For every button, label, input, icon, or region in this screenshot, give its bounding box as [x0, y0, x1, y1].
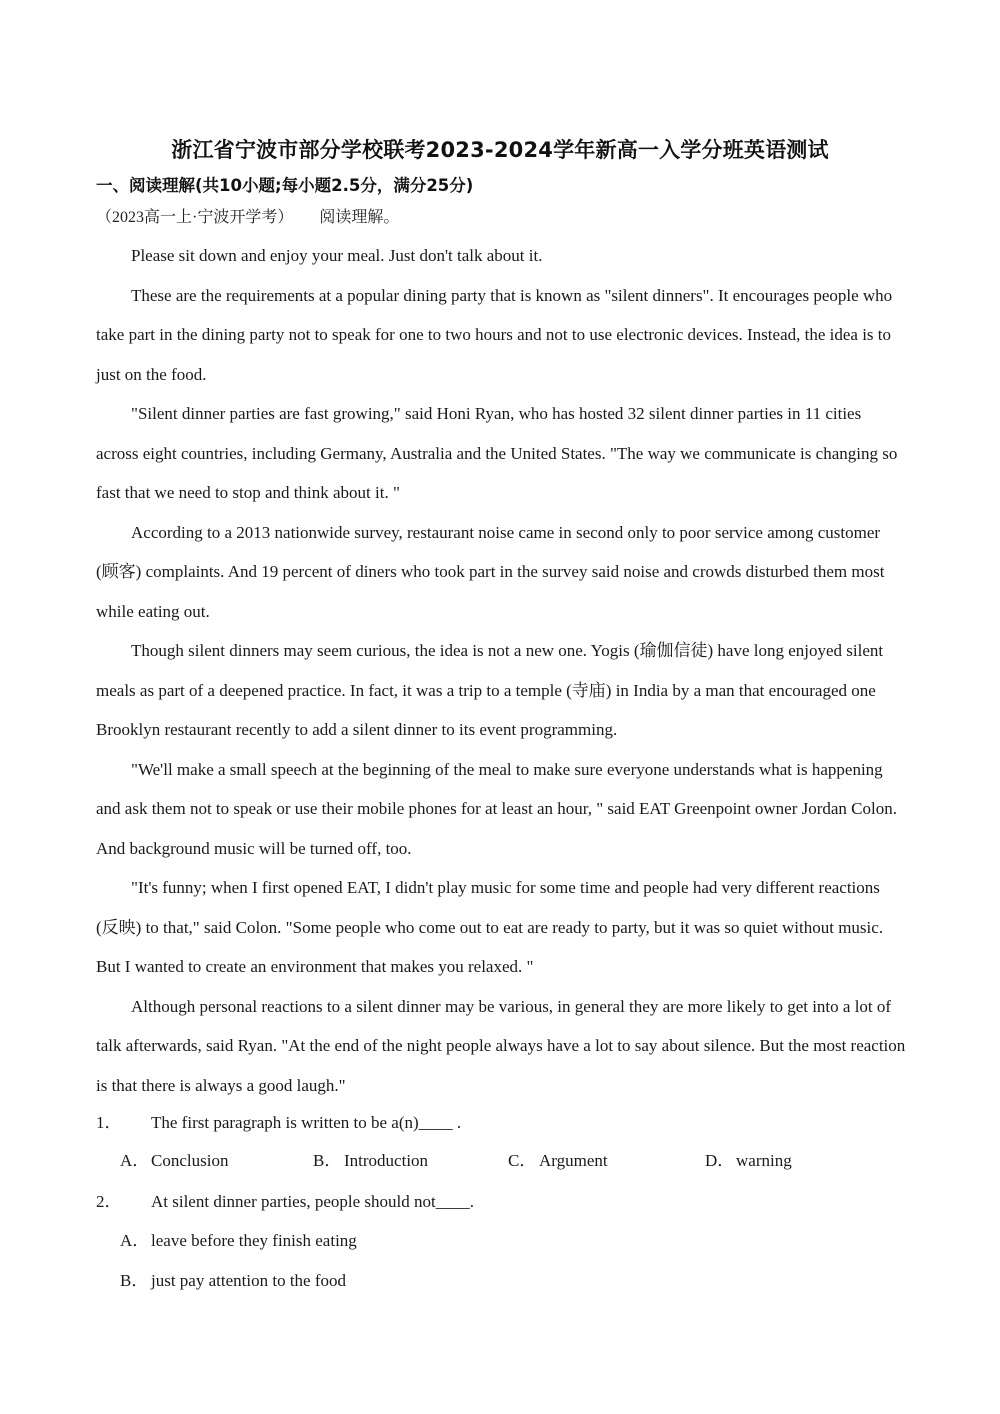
passage-paragraph: Although personal reactions to a silent dinner may be various, in general they are more likely to get into a lot of talk afterwards, said Ryan. "At the end of the night people always have a lot to say about silence. But the most reaction is that there is always a good laugh.": [96, 996, 906, 1095]
passage-paragraph: Though silent dinners may seem curious, the idea is not a new one. Yogis (瑜伽信徒) have long enjoyed silent meals as part of a deepened practice. In fact, it was a trip to a temple (寺庙) in India by a man that encouraged one Brooklyn restaurant recently to add a silent dinner to its event programming.: [96, 641, 884, 739]
question-source: [96, 204, 399, 227]
option-letter: B．: [120, 1271, 149, 1290]
option-d[interactable]: [705, 1146, 792, 1171]
option-b[interactable]: [120, 1266, 346, 1291]
instruction-text: 阅读理解。: [319, 209, 400, 226]
question-number: 2．: [96, 1192, 122, 1211]
exam-title: 浙江省宁波市部分学校联考2023-2024学年新高一入学分班英语测试: [171, 138, 829, 162]
option-letter: D．: [705, 1151, 735, 1170]
option-b[interactable]: [313, 1146, 428, 1171]
option-text: Argument: [539, 1151, 608, 1170]
option-text: Conclusion: [151, 1151, 229, 1170]
option-text: Introduction: [344, 1151, 429, 1170]
option-c[interactable]: [508, 1146, 608, 1171]
option-letter: A．: [120, 1231, 150, 1250]
option-letter: C．: [508, 1151, 537, 1170]
option-text: just pay attention to the food: [151, 1271, 346, 1290]
option-a[interactable]: [120, 1146, 228, 1171]
option-text: warning: [736, 1151, 792, 1170]
option-letter: A．: [120, 1151, 150, 1170]
passage-paragraph: These are the requirements at a popular dining party that is known as "silent dinners". It encourages people who take part in the dining party not to speak for one to two hours and not to use electronic devices. Instead, the idea is to just on the food.: [96, 285, 893, 384]
option-text: leave before they finish eating: [151, 1231, 357, 1250]
question-2-stem: [96, 1187, 474, 1212]
option-letter: B．: [313, 1151, 342, 1170]
question-1-stem: [96, 1108, 461, 1133]
passage-paragraph: Please sit down and enjoy your meal. Just don't talk about it.: [131, 246, 543, 265]
passage-paragraph: "Silent dinner parties are fast growing," said Honi Ryan, who has hosted 32 silent dinner parties in 11 cities across eight countries, including Germany, Australia and the United States. "The way we communicate is changing so fast that we need to stop and think about it. ": [96, 404, 898, 502]
passage-paragraph: According to a 2013 nationwide survey, restaurant noise came in second only to poor service among customer (顾客) complaints. And 19 percent of diners who took part in the survey said noise and crowds disturbed them most while eating out.: [96, 522, 885, 621]
question-1-options: [120, 1146, 820, 1170]
source-label: （2023高一上·宁波开学考）: [96, 209, 294, 226]
passage-paragraph: "It's funny; when I first opened EAT, I didn't play music for some time and people had very different reactions (反映) to that," said Colon. "Some people who come out to eat are ready to party, but it was so quiet without music. But I wanted to create an environment that makes you relaxed. ": [96, 878, 884, 976]
section-heading: 一、阅读理解(共10小题;每小题2.5分，满分25分): [96, 176, 474, 195]
reading-passage: [96, 236, 906, 1105]
passage-paragraph: "We'll make a small speech at the beginning of the meal to make sure everyone understands what is happening and ask them not to speak or use their mobile phones for at least an hour, " said EAT Greenpoint owner Jordan Colon. And background music will be turned off, too.: [96, 759, 897, 858]
question-text: At silent dinner parties, people should not____.: [151, 1192, 474, 1211]
question-text: The first paragraph is written to be a(n)____ .: [151, 1113, 462, 1132]
question-number: 1．: [96, 1113, 122, 1132]
option-a[interactable]: [120, 1226, 357, 1251]
